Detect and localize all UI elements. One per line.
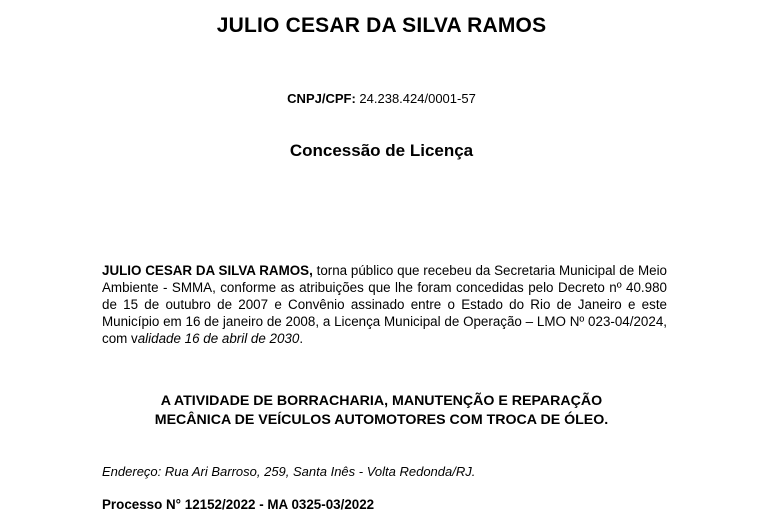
company-name: JULIO CESAR DA SILVA RAMOS, xyxy=(102,263,313,278)
process-number: Processo N° 12152/2022 - MA 0325-03/2022 xyxy=(102,497,375,512)
document-title: JULIO CESAR DA SILVA RAMOS xyxy=(216,14,547,37)
paragraph-text: torna público que recebeu da Secretaria Municipal de Meio Ambiente - SMMA, conforme as atribuições que lhe foram concedidas pelo Decreto nº 40.980 de 15 de outubro de 2007 e Convênio assinado entre o Estado do Rio de Janeiro e este Município em 16 de janeiro de 2008, a Licença Municipal de Operação – LMO Nº 023-04/2024, com xyxy=(102,263,667,346)
address: Endereço: Rua Ari Barroso, 259, Santa Inês - Volta Redonda/RJ. xyxy=(102,464,476,479)
validity-prefix: v xyxy=(131,331,138,346)
validity-date: alidade 16 de abril de 2030 xyxy=(137,331,300,346)
cnpj-label: CNPJ/CPF: xyxy=(287,91,356,106)
activity-line-1: A ATIVIDADE DE BORRACHARIA, MANUTENÇÃO E REPARAÇÃO xyxy=(160,393,603,409)
activity-description xyxy=(0,392,763,430)
paragraph-end: . xyxy=(299,331,304,346)
cnpj-line xyxy=(0,91,763,106)
license-paragraph xyxy=(102,262,667,347)
license-subtitle: Concessão de Licença xyxy=(289,141,474,160)
cnpj-value: 24.238.424/0001-57 xyxy=(359,91,476,106)
activity-line-2: MECÂNICA DE VEÍCULOS AUTOMOTORES COM TROCA DE ÓLEO. xyxy=(154,412,609,428)
